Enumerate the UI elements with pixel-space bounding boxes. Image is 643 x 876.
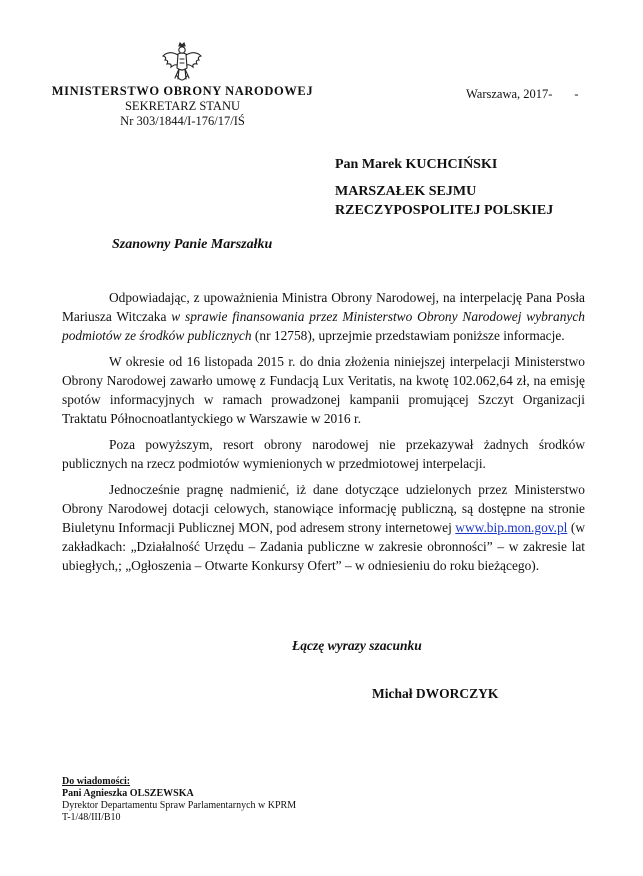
notice-block bbox=[62, 776, 296, 824]
bip-website-link[interactable]: www.bip.mon.gov.pl bbox=[455, 520, 568, 535]
document-date: Warszawa, 2017- - bbox=[466, 87, 579, 101]
ministry-header bbox=[40, 84, 325, 129]
notice-name: Pani Agnieszka OLSZEWSKA bbox=[62, 788, 194, 799]
notice-heading: Do wiadomości: bbox=[62, 776, 131, 787]
letter-body bbox=[62, 288, 585, 582]
closing-phrase: Łączę wyrazy szacunku bbox=[292, 638, 422, 653]
notice-code: T-1/48/III/B10 bbox=[62, 812, 121, 823]
recipient-title-line1: MARSZAŁEK SEJMU bbox=[335, 184, 477, 199]
ministry-name: MINISTERSTWO OBRONY NARODOWEJ bbox=[51, 84, 314, 98]
reference-number: Nr 303/1844/I-176/17/IŚ bbox=[120, 114, 245, 128]
recipient-name: Pan Marek KUCHCIŃSKI bbox=[335, 157, 498, 172]
recipient-block bbox=[335, 155, 553, 220]
notice-position: Dyrektor Departamentu Spraw Parlamentarnych w KPRM bbox=[62, 800, 297, 811]
salutation: Szanowny Panie Marszałku bbox=[112, 237, 273, 252]
paragraph-1-text-end: (nr 12758), uprzejmie przedstawiam poniższe informacje. bbox=[251, 328, 565, 343]
paragraph-1-text: Odpowiadając, z upoważnienia Ministra Obrony Narodowej, na interpelację Pana Posła Mariusza Witczaka bbox=[62, 290, 585, 324]
paragraph-4 bbox=[62, 480, 585, 575]
signer-name: Michał DWORCZYK bbox=[372, 686, 499, 701]
department-name: SEKRETARZ STANU bbox=[124, 99, 240, 113]
interpellation-subject: w sprawie finansowania przez Ministerstwo Obrony Narodowej wybranych podmiotów ze środków publicznych bbox=[62, 309, 585, 343]
polish-eagle-emblem-icon bbox=[159, 40, 205, 86]
paragraph-3: Poza powyższym, resort obrony narodowej nie przekazywał żadnych środków publicznych na rzecz podmiotów wymienionych w przedmiotowej interpelacji. bbox=[62, 437, 585, 471]
paragraph-4-text: Jednocześnie pragnę nadmienić, iż dane dotyczące udzielonych przez Ministerstwo Obrony Narodowej dotacji celowych, stanowiące informację publiczną, są dostępne na stronie Biuletynu Informacji Publicznej MON, pod adresem strony internetowej bbox=[62, 482, 585, 535]
recipient-title-line2: RZECZYPOSPOLITEJ POLSKIEJ bbox=[335, 203, 554, 218]
paragraph-2: W okresie od 16 listopada 2015 r. do dnia złożenia niniejszej interpelacji Ministerstwo Obrony Narodowej zawarło umowę z Fundacją Lux Veritatis, na kwotę 102.062,64 zł, na emisję spotów informacyjnych w ramach prowadzonej kampanii promującej Szczyt Organizacji Traktatu Północnoatlantyckiego w Warszawie w 2016 r. bbox=[62, 354, 585, 426]
paragraph-4-text-end: (w zakładkach: „Działalność Urzędu – Zadania publiczne w zakresie obronności” – w zakresie lat ubiegłych,; „Ogłoszenia – Otwarte Konkursy Ofert” – w odniesieniu do roku bieżącego). bbox=[62, 520, 585, 573]
paragraph-1 bbox=[62, 288, 585, 345]
